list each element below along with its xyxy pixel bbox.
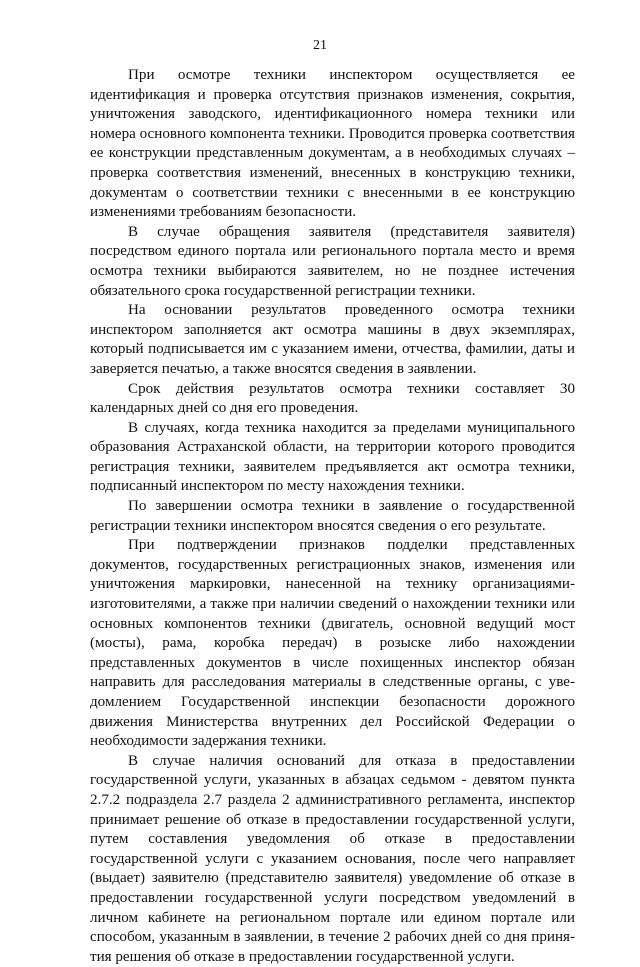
paragraph-validity-period: Срок действия результатов осмотра техники составляет 30 календарных дней со дня его проведения. xyxy=(90,380,575,417)
page-number: 21 xyxy=(313,38,327,53)
paragraph-inspection-results: По завершении осмотра техники в заявление о государственной регистрации техники инспектором вносятся сведения о его результате. xyxy=(90,498,575,534)
paragraph-inspection-identification: При осмотре техники инспектором осуществляется ее идентификация и проверка отсутствия признаков изменения, сокрытия, уничтожения заводского, идентификационного номера техники или номера основного компонента техники. Проводится проверка соответствия ее конструкции представленным документам, а в необходимых случаях – проверка соответствия изменений, внесенных в конструкцию техники, документам о соответствии техники с внесенными в ее конструкцию изменениями требованиям безопасности. xyxy=(90,67,575,221)
paragraph-refusal-grounds: В случае наличия оснований для отказа в предоставлении государственной услуги, указанных в абзацах седьмом - девятом пункта 2.7.2 подраздела 2.7 раздела 2 административного регламента, инспектор принимает решение об отказе в предоставлении государственной услуги, путем составления уведомления об отказе в предоставлении государственной услуги с указанием основания, после чего направляет (выдает) заявителю (представителю заявителя) уведомление об отказе в предоставлении государственной услуги посредством уведомлений в личном кабинете на региональном портале или едином портале или способом, указанным в заявлении, в течение 2 рабочих дней со дня принятия решения об отказе в предоставлении государственной услуги. xyxy=(90,752,575,965)
paragraph-outside-municipality: В случаях, когда техника находится за пределами муниципального образования Астраханской области, на территории которого проводится регистрация техники, заявителем предъявляется акт осмотра техники, подписанный инспектором по месту нахождения техники. xyxy=(90,419,575,495)
paragraph-forgery-signs: При подтверждении признаков подделки представленных документов, государственных регистрационных знаков, изменения или уничтожения маркировки, нанесенной на технику организациями-изготовителями, а также при наличии сведений о нахождении техники или основных компонентов техники (двигатель, основной ведущий мост (мосты), рама, коробка передач) в розыске либо нахождении представленных документов в числе похищенных инспектор обязан направить для расследования материалы в следственные органы, с уведомлением Государственной инспекции безопасности дорожного движения Министерства внутренних дел Российской Федерации о необходимости задержания техники. xyxy=(90,537,575,750)
paragraph-portal-inspection-time: В случае обращения заявителя (представителя заявителя) посредством единого портала или регионального портала место и время осмотра техники выбираются заявителем, но не позднее истечения обязательного срока государственной регистрации техники. xyxy=(90,223,575,299)
document-body xyxy=(90,66,575,967)
paragraph-inspection-act: На основании результатов проведенного осмотра техники инспектором заполняется акт осмотра машины в двух экземплярах, который подписывается им с указанием имени, отчества, фамилии, даты и заверяется печатью, а также вносятся сведения в заявлении. xyxy=(90,302,575,377)
